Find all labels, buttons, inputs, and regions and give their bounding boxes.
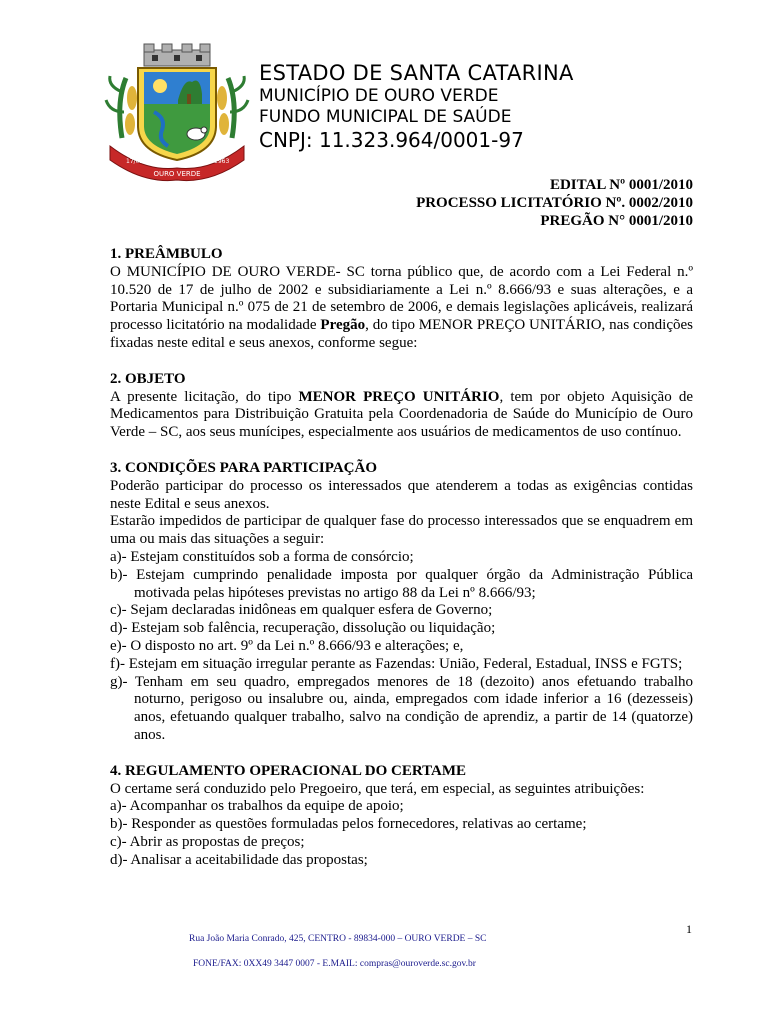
section-4-paragraph-1: O certame será conduzido pelo Pregoeiro, que terá, em especial, as seguintes atribuições: [110, 780, 645, 797]
header-municipality: MUNICÍPIO DE OURO VERDE [259, 86, 499, 106]
header-fund: FUNDO MUNICIPAL DE SAÚDE [259, 107, 512, 127]
crest-ribbon-text: OURO VERDE [153, 170, 201, 178]
list-item: f)- Estejam em situação irregular perante as Fazendas: União, Federal, Estadual, INSS e FGTS; [110, 655, 683, 672]
list-item: d)- Analisar a aceitabilidade das propostas; [110, 851, 368, 868]
section-3-paragraph-2: Estarão impedidos de participar de qualquer fase do processo interessados que se enquadrem em uma ou mais das situações a seguir: [110, 513, 693, 548]
list-item: c)- Sejam declaradas inidôneas em qualquer esfera de Governo; [110, 602, 493, 619]
corn-plant-right-icon [217, 76, 248, 138]
section-2-text: A presente licitação, do tipo MENOR PREÇO UNITÁRIO, tem por objeto Aquisição de Medicamentos para Distribuição Gratuita pela Coordenadoria de Saúde do Município de Ouro Verde – SC, aos seus munícipes, especialmente aos usuários de medicamentos de uso contínuo. [110, 388, 693, 441]
list-item: g)- Tenham em seu quadro, empregados menores de 18 (dezoito) anos efetuando trabalho noturno, perigoso ou insalubre ou, ainda, empregados com idade inferior a 16 (dezesseis) anos, efetuando qualquer trabalho, salvo na condição de aprendiz, a partir de 14 (quatorze) anos. [110, 673, 693, 743]
header-cnpj: CNPJ: 11.323.964/0001-97 [259, 128, 524, 152]
edital-number: EDITAL Nº 0001/2010 [549, 177, 693, 193]
crest-left-date: 17/03 [126, 158, 144, 165]
processo-number: PROCESSO LICITATÓRIO Nº. 0002/2010 [416, 195, 693, 211]
header-state: ESTADO DE SANTA CATARINA [259, 61, 574, 85]
section-4-title: 4. REGULAMENTO OPERACIONAL DO CERTAME [110, 762, 467, 779]
list-item: a)- Estejam constituídos sob a forma de consórcio; [110, 548, 414, 565]
municipal-crest-logo [104, 42, 250, 182]
crest-right-date: 1963 [214, 158, 230, 165]
list-item: e)- O disposto no art. 9º da Lei n.º 8.666/93 e alterações; e, [110, 637, 464, 654]
pregao-number: PREGÃO N° 0001/2010 [540, 213, 693, 229]
crown-icon [144, 44, 210, 66]
list-item: b)- Estejam cumprindo penalidade imposta por qualquer órgão da Administração Pública motivada pelas hipóteses previstas no artigo 88 da Lei nº 8.666/93; [110, 566, 693, 601]
section-2-title: 2. OBJETO [110, 370, 186, 387]
section-3-paragraph-1: Poderão participar do processo os interessados que atenderem a todas as exigências contidas neste Edital e seus anexos. [110, 477, 693, 512]
footer-address: Rua João Maria Conrado, 425, CENTRO - 89834-000 – OURO VERDE – SC [189, 934, 487, 944]
section-1-title: 1. PREÂMBULO [110, 246, 223, 262]
page-number: 1 [686, 922, 692, 936]
list-item: c)- Abrir as propostas de preços; [110, 833, 305, 850]
list-item: b)- Responder as questões formuladas pelos fornecedores, relativas ao certame; [110, 816, 587, 833]
list-item: a)- Acompanhar os trabalhos da equipe de apoio; [110, 798, 404, 815]
section-1-text: O MUNICÍPIO DE OURO VERDE- SC torna público que, de acordo com a Lei Federal n.º 10.520 de 17 de julho de 2002 e subsidiariamente a Lei n.º 8.666/93 e suas alterações, e a Portaria Municipal n.º 075 de 21 de setembro de 2006, e demais legislações aplicáveis, realizará processo licitatório na modalidade Pregão, do tipo MENOR PREÇO UNITÁRIO, nas condições fixadas neste edital e seus anexos, conforme segue: [110, 263, 693, 351]
corn-plant-left-icon [106, 76, 137, 138]
edital-references [416, 176, 693, 230]
footer-contact: FONE/FAX: 0XX49 3447 0007 - E.MAIL: compras@ouroverde.sc.gov.br [193, 959, 476, 969]
document-body [110, 246, 693, 870]
section-3-title: 3. CONDIÇÕES PARA PARTICIPAÇÃO [110, 459, 377, 476]
list-item: d)- Estejam sob falência, recuperação, dissolução ou liquidação; [110, 620, 496, 637]
